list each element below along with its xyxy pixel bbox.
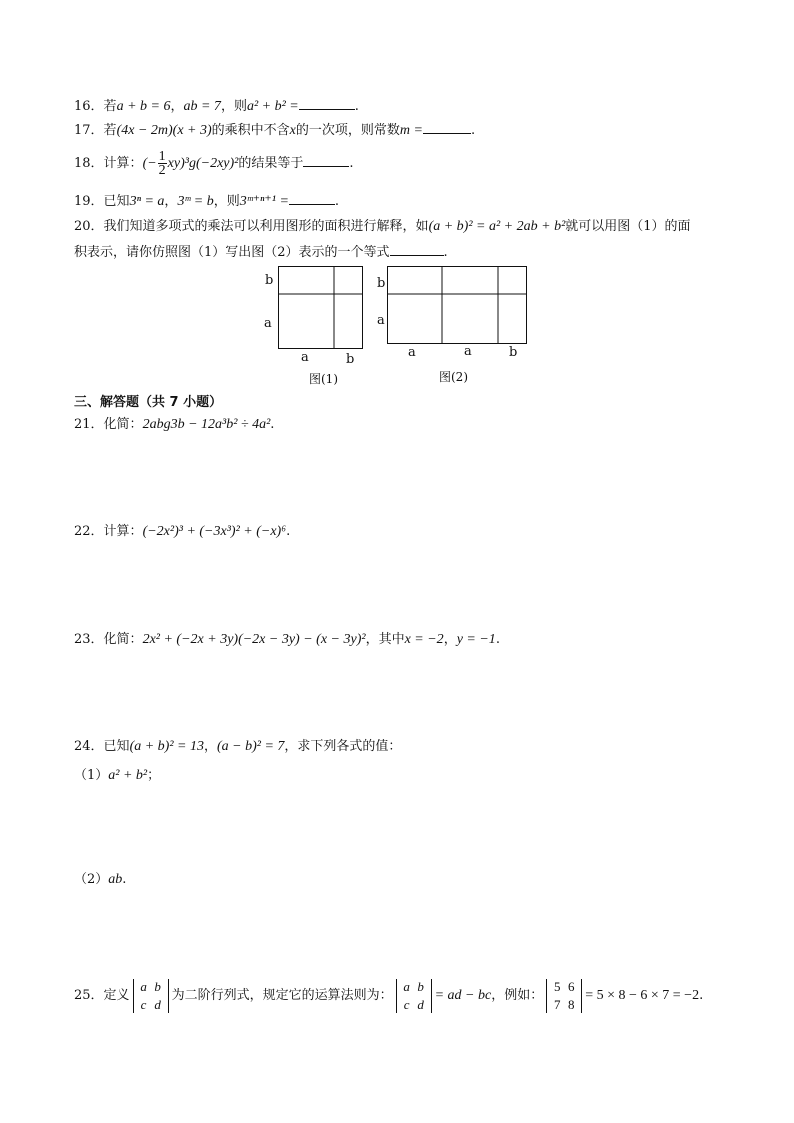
question-number: 19． <box>74 194 104 209</box>
question-20-line-1: 20．我们知道多项式的乘法可以利用图形的面积进行解释，如(a + b)² = a² + 2ab + b²就可以用图（1）的面 <box>74 219 691 234</box>
determinant-definition: a b c d <box>133 979 169 1013</box>
determinant-example: 5 6 7 8 <box>546 979 582 1013</box>
math-expression: 3ᵐ = b <box>177 194 214 209</box>
figure-2-label-a-bottom-2: a <box>464 344 472 359</box>
question-24: 24．已知(a + b)² = 13，(a − b)² = 7，求下列各式的值： <box>74 739 402 754</box>
question-number: 21． <box>74 417 104 432</box>
math-expression: = ad − bc <box>434 988 492 1003</box>
figure-1-label-a-bottom: a <box>301 350 309 365</box>
figure-1-caption: 图(1) <box>309 372 338 386</box>
math-expression: x = −2 <box>404 632 444 647</box>
determinant-rule: a b c d <box>396 979 432 1013</box>
math-expression: (−2x²)³ + (−3x³)² + (−x)⁶ <box>142 524 287 539</box>
math-expression: 3ⁿ = a <box>129 194 165 209</box>
math-expression: ab = 7 <box>183 99 221 114</box>
answer-blank[interactable] <box>303 154 349 167</box>
math-expression: x <box>289 123 296 138</box>
question-number: 22． <box>74 524 104 539</box>
question-19: 19．已知3ⁿ = a，3ᵐ = b，则3ᵐ⁺ⁿ⁺¹ = . <box>74 194 340 209</box>
answer-blank[interactable] <box>390 243 444 256</box>
math-expression: = 5 × 8 − 6 × 7 = −2 <box>585 988 700 1003</box>
figure-1-diagram <box>278 266 364 352</box>
math-expression: ab <box>108 872 123 887</box>
question-number: 16． <box>74 99 104 114</box>
question-18: 18．计算：(− $\frac{1}{2}$ xy)³g(−2xy)²的结果等于 . <box>74 149 354 178</box>
answer-blank[interactable] <box>289 192 335 205</box>
question-number: 24． <box>74 739 104 754</box>
question-22: 22．计算：(−2x²)³ + (−3x³)² + (−x)⁶. <box>74 524 291 539</box>
math-expression: a² + b² = <box>246 99 299 114</box>
math-expression: 2abg3b − 12a³b² ÷ 4a² <box>142 417 271 432</box>
question-17: 17．若(4x − 2m)(x + 3)的乘积中不含x的一次项，则常数m = . <box>74 123 476 138</box>
math-expression: y = −1 <box>456 632 496 647</box>
math-expression: (a + b)² = a² + 2ab + b² <box>428 219 566 234</box>
part-label: （1） <box>74 768 109 783</box>
fraction: $\frac{1}{2}$ <box>158 149 166 178</box>
part-label: （2） <box>74 872 109 887</box>
question-16: 16．若a + b = 6，ab = 7，则a² + b² = . <box>74 99 359 114</box>
math-expression: 3ᵐ⁺ⁿ⁺¹ = <box>239 194 289 209</box>
question-20-line-2: 积表示，请你仿照图（1）写出图（2）表示的一个等式 . <box>74 245 448 260</box>
figure-2-label-a-bottom-1: a <box>408 345 416 360</box>
figure-2-diagram <box>387 266 529 348</box>
math-expression: (a + b)² = 13 <box>129 739 204 754</box>
math-expression: 2x² + (−2x + 3y)(−2x − 3y) − (x − 3y)² <box>142 632 366 647</box>
figure-2-label-b-left: b <box>377 276 386 291</box>
section-heading: 三、解答题（共 7 小题） <box>74 395 223 410</box>
answer-blank[interactable] <box>423 121 471 134</box>
question-number: 18． <box>74 156 104 171</box>
question-24-part-2: （2）ab. <box>74 872 127 887</box>
figure-1-outer-square <box>279 267 363 349</box>
question-number: 23． <box>74 632 104 647</box>
math-expression: m = <box>399 123 423 138</box>
question-24-part-1: （1）a² + b²； <box>74 768 161 783</box>
question-25: 25．定义 a b c d 为二阶行列式，规定它的运算法则为： a b c d = ad − bc，例如： 5 6 7 8 = 5 × 8 − 6 × 7 = −2. <box>74 978 704 1012</box>
figure-2-outer-rectangle <box>388 267 527 344</box>
figure-2-caption: 图(2) <box>439 370 468 384</box>
figure-2-label-b-bottom: b <box>509 345 518 360</box>
math-expression: a² + b² <box>108 768 148 783</box>
figure-1-label-b-left: b <box>265 273 274 288</box>
figure-1-label-b-bottom: b <box>346 352 355 367</box>
question-21: 21．化简：2abg3b − 12a³b² ÷ 4a². <box>74 417 275 432</box>
question-23: 23．化简：2x² + (−2x + 3y)(−2x − 3y) − (x − 3y)²，其中x = −2，y = −1. <box>74 632 500 647</box>
math-expression: (4x − 2m)(x + 3) <box>116 123 212 138</box>
figure-2-label-a-left: a <box>377 313 385 328</box>
figure-1-label-a-left: a <box>264 316 272 331</box>
math-expression: (a − b)² = 7 <box>217 739 285 754</box>
question-number: 20． <box>74 219 104 234</box>
answer-blank[interactable] <box>299 97 355 110</box>
math-expression: xy)³g(−2xy)² <box>167 156 239 171</box>
question-number: 17． <box>74 123 104 138</box>
question-number: 25． <box>74 988 104 1003</box>
math-expression: a + b = 6 <box>116 99 171 114</box>
